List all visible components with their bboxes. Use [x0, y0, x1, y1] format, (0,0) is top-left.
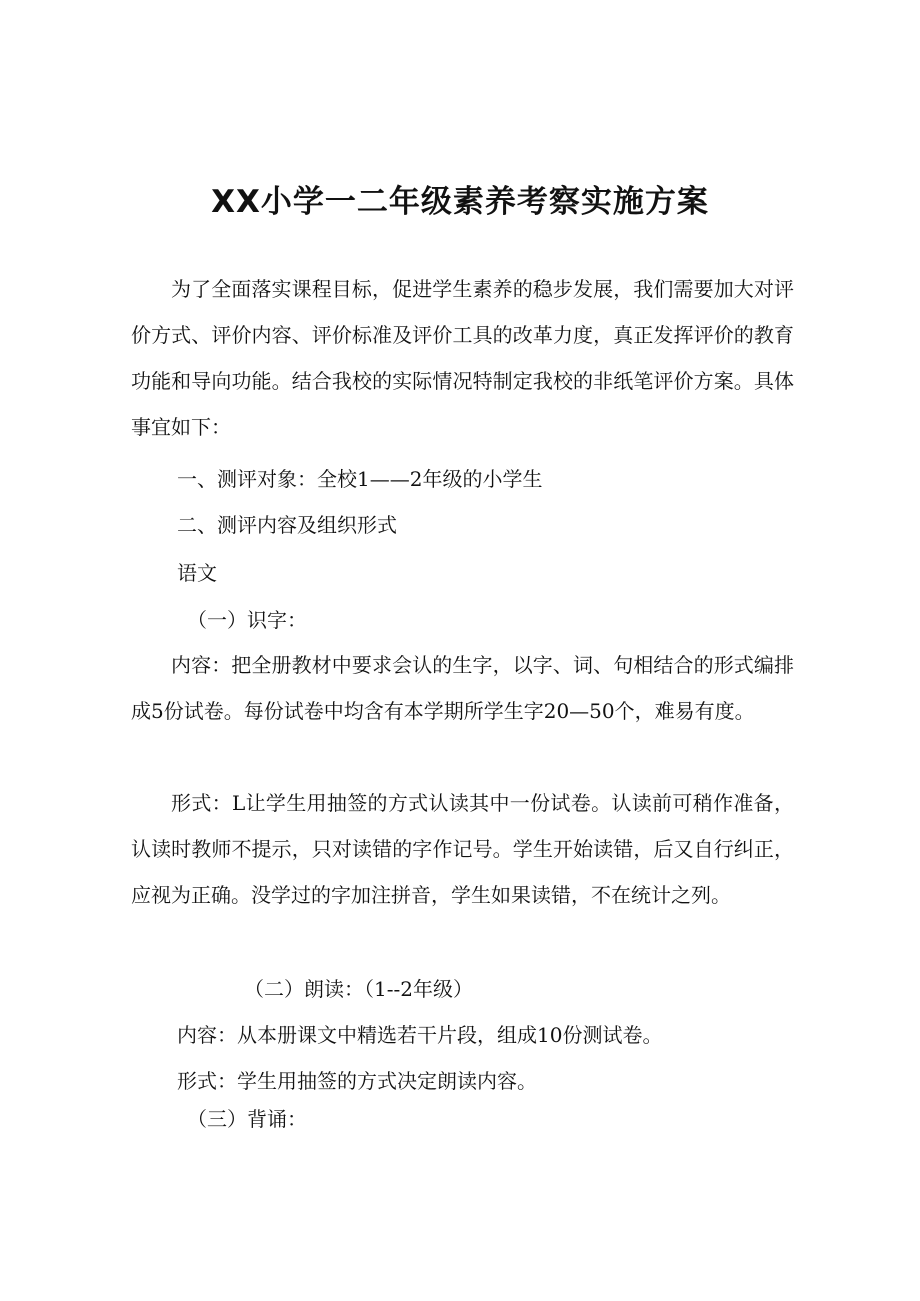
part-recitation-heading: （三）背诵：: [187, 1107, 307, 1131]
intro-paragraph: 为了全面落实课程目标，促进学生素养的稳步发展，我们需要加大对评价方式、评价内容、评价标准及评价工具的改革力度，真正发挥评价的教育功能和导向功能。结合我校的实际情况特制定我校的非纸笔评价方案。具体事宜如下：: [131, 277, 794, 439]
part-reading-heading: （二）朗读：（1--2年级）: [244, 977, 473, 1001]
part-literacy-form: 形式：L让学生用抽签的方式认读其中一份试卷。认读前可稍作准备，认读时教师不提示，只对读错的字作记号。学生开始读错，后又自行纠正，应视为正确。没学过的字加注拼音，学生如果读错，不在统计之列。: [131, 791, 794, 907]
part-reading-form: 形式：学生用抽签的方式决定朗读内容。: [177, 1069, 537, 1093]
part-literacy-heading: （一）识字：: [187, 608, 307, 632]
subject-heading: 语文: [177, 561, 217, 585]
part-literacy-content: 内容：把全册教材中要求会认的生字，以字、词、句相结合的形式编排成5份试卷。每份试卷中均含有本学期所学生字20—50个，难易有度。: [131, 653, 794, 723]
section-evaluation-target: 一、测评对象：全校1——2年级的小学生: [177, 467, 543, 491]
section-evaluation-content: 二、测评内容及组织形式: [177, 513, 397, 537]
page-title: XX小学一二年级素养考察实施方案: [211, 184, 709, 220]
part-reading-content: 内容：从本册课文中精选若干片段，组成10份测试卷。: [177, 1023, 663, 1047]
